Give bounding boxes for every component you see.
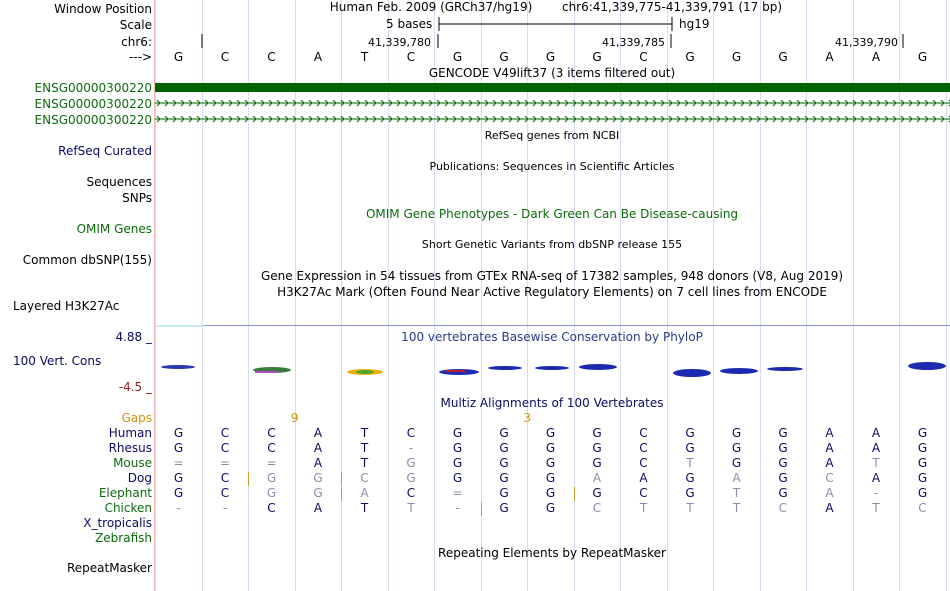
species-label[interactable]: Dog [127,471,152,485]
alignment-base: T [732,486,741,500]
label-separator [154,0,155,591]
conservation-label[interactable]: 100 Vert. Cons [13,354,102,368]
alignment-base: G [499,501,509,515]
alignment-base: C [778,501,788,515]
base-letter: G [452,50,463,64]
gencode-item-label-1[interactable]: ENSG00000300220 [34,81,152,95]
alignment-base: G [452,471,463,485]
phylop-track-title: 100 vertebrates Basewise Conservation by PhyloP [401,330,703,344]
alignment-base: G [778,441,788,455]
species-label[interactable]: Elephant [98,486,152,500]
alignment-base: C [639,456,648,470]
alignment-base: G [313,486,323,500]
species-label[interactable]: Zebrafish [95,531,152,545]
alignment-base: G [917,426,928,440]
gtex-track-title: Gene Expression in 54 tissues from GTEx RNA-seq of 17382 samples, 948 donors (V8, Aug 2019) [260,269,844,283]
alignment-base: C [406,486,416,500]
alignment-base: G [778,471,788,485]
conservation-min-value: -4.5 _ [118,380,152,394]
alignment-base: T [360,441,369,455]
alignment-base: G [917,486,928,500]
base-letter: A [825,50,834,64]
alignment-base: = [219,456,231,470]
insertion-marker [341,487,342,501]
alignment-base: T [872,501,880,515]
chrom-label[interactable]: chr6: [121,35,152,49]
alignment-base: T [360,501,369,515]
base-letter: T [360,50,369,64]
base-letter: G [731,50,742,64]
alignment-base: G [545,486,556,500]
gencode-item-label-2[interactable]: ENSG00000300220 [34,97,152,111]
alignment-base: G [499,471,509,485]
base-letter: A [313,50,323,64]
alignment-base: C [267,441,276,455]
alignment-base: C [639,441,648,455]
ruler-coord-1: 41,339,780 [368,36,431,49]
base-letter: C [639,50,648,64]
alignment-base: T [686,456,694,470]
alignment-base: G [778,456,788,470]
alignment-base: A [871,441,881,455]
alignment-base: G [592,456,602,470]
publications-track-title: Publications: Sequences in Scientific Articles [429,160,675,173]
gencode-gene-bar[interactable] [155,83,950,92]
alignment-base: T [407,501,415,515]
alignment-base: C [592,501,602,515]
alignment-base: C [220,426,230,440]
alignment-base: G [685,471,695,485]
base-letter: C [220,50,230,64]
alignment-base: A [313,441,323,455]
insertion-marker [248,472,249,486]
alignment-base: G [545,501,556,515]
alignment-base: C [360,471,369,485]
species-label[interactable]: X_tropicalis [83,516,152,530]
conservation-max-line [155,325,950,326]
alignment-base: G [778,486,788,500]
position-label: chr6:41,339,775-41,339,791 (17 bp) [561,0,783,14]
species-label[interactable]: Human [108,426,152,440]
alignment-base: G [499,456,509,470]
gencode-item-label-3[interactable]: ENSG00000300220 [34,113,152,127]
alignment-base: C [267,426,276,440]
alignment-base: C [825,471,834,485]
insertion-marker [481,502,482,516]
alignment-base: G [452,426,463,440]
alignment-base: G [452,456,463,470]
alignment-base: A [825,456,834,470]
base-letter: C [267,50,276,64]
alignment-base: G [266,486,277,500]
strand-arrow-label[interactable]: ---> [128,50,152,64]
alignment-base: G [592,426,602,440]
base-letter: C [406,50,416,64]
alignment-base: G [778,426,788,440]
gencode-intron-lines[interactable] [155,98,950,126]
alignment-base: A [360,486,369,500]
h3k27ac-track-title: H3K27Ac Mark (Often Found Near Active Regulatory Elements) on 7 cell lines from ENCODE [277,285,827,299]
alignment-base: G [173,486,184,500]
alignment-base: A [871,426,881,440]
omim-track-title: OMIM Gene Phenotypes - Dark Green Can Be Disease-causing [365,207,739,221]
alignment-base: G [173,471,184,485]
conservation-max-value: 4.88 _ [115,330,152,344]
alignment-base: T [872,456,880,470]
alignment-base: G [545,426,556,440]
alignment-base: G [731,441,742,455]
alignment-base: G [592,441,602,455]
alignment-base: = [452,486,463,500]
refseq-label[interactable]: RefSeq Curated [58,144,152,158]
alignment-base: A [871,471,881,485]
base-letter: G [592,50,602,64]
genome-browser-image[interactable] [155,0,950,591]
insertion-marker [341,472,342,486]
alignment-base: G [731,426,742,440]
dbsnp-track-title: Short Genetic Variants from dbSNP release 155 [421,238,683,251]
alignment-base: C [918,501,927,515]
base-letter: A [871,50,881,64]
dbsnp-label[interactable]: Common dbSNP(155) [22,253,152,267]
alignment-base: C [639,426,648,440]
track-labels-panel [0,0,154,591]
alignment-base: G [685,486,695,500]
alignment-base: G [731,456,742,470]
alignment-base: - [455,501,460,515]
alignment-base: - [222,501,228,515]
alignment-base: A [313,456,323,470]
ruler-coord-2: 41,339,785 [602,36,665,49]
alignment-base: A [592,471,602,485]
alignment-base: G [545,441,556,455]
alignment-base: T [732,501,741,515]
alignment-base: C [406,426,416,440]
alignment-base: G [545,471,556,485]
base-letter: G [545,50,556,64]
alignment-base: A [825,441,834,455]
gap-count: 9 [290,411,299,425]
species-label[interactable]: Chicken [104,501,152,515]
alignment-base: C [220,441,230,455]
alignment-base: - [873,486,879,500]
scale-label[interactable]: Scale [119,18,152,32]
base-letter: G [778,50,788,64]
alignment-base: = [173,456,184,470]
alignment-base: G [406,471,416,485]
conservation-logo[interactable] [155,360,950,380]
base-letter: G [685,50,695,64]
species-label[interactable]: Mouse [113,456,152,470]
alignment-base: A [825,501,834,515]
omim-label[interactable]: OMIM Genes [76,222,152,236]
refseq-track-title: RefSeq genes from NCBI [484,129,620,142]
base-letter: G [173,50,184,64]
alignment-base: T [360,426,369,440]
gaps-label: Gaps [121,411,152,425]
alignment-base: A [732,471,741,485]
species-label[interactable]: Rhesus [108,441,152,455]
ruler-coord-3: 41,339,790 [835,36,898,49]
alignment-base: G [592,486,602,500]
h3k27ac-label[interactable]: Layered H3K27Ac [13,299,120,313]
window-position-label[interactable]: Window Position [54,2,152,16]
base-letter: G [499,50,509,64]
assembly-label: Human Feb. 2009 (GRCh37/hg19) [329,0,533,14]
alignment-base: A [313,426,323,440]
alignment-base: C [639,486,648,500]
alignment-base: G [685,426,695,440]
alignment-base: C [220,486,230,500]
multiz-track-title: Multiz Alignments of 100 Vertebrates [440,396,664,410]
alignment-base: G [499,426,509,440]
alignment-base: G [173,441,184,455]
alignment-base: A [313,501,323,515]
alignment-base: G [545,456,556,470]
alignment-base: G [499,441,509,455]
alignment-base: G [917,441,928,455]
alignment-base: C [220,471,230,485]
alignment-base: G [313,471,323,485]
alignment-base: G [406,456,416,470]
alignment-base: G [685,441,695,455]
alignment-base: - [408,441,414,455]
snps-label[interactable]: SNPs [122,191,152,205]
alignment-base: G [173,426,184,440]
alignment-base: T [639,501,648,515]
alignment-base: A [639,471,648,485]
alignment-base: G [266,471,277,485]
alignment-base: A [825,486,834,500]
alignment-base: - [176,501,181,515]
alignment-base: A [825,426,834,440]
repeatmasker-track-title: Repeating Elements by RepeatMasker [438,546,666,560]
alignment-base: G [917,471,928,485]
alignment-base: G [452,441,463,455]
scale-db-label: hg19 [679,17,710,31]
base-letter: G [917,50,928,64]
alignment-base: T [360,456,369,470]
alignment-base: T [686,501,694,515]
gencode-track-title: GENCODE V49lift37 (3 items filtered out) [428,66,676,80]
conservation-highlight [155,325,203,327]
repeatmasker-label[interactable]: RepeatMasker [66,561,152,575]
alignment-base: G [917,456,928,470]
alignment-base: C [267,501,276,515]
sequences-label[interactable]: Sequences [86,175,152,189]
alignment-base: = [266,456,277,470]
scale-bases-label: 5 bases [386,17,433,31]
gap-count: 3 [523,411,532,425]
insertion-marker [574,487,575,501]
alignment-base: G [499,486,509,500]
